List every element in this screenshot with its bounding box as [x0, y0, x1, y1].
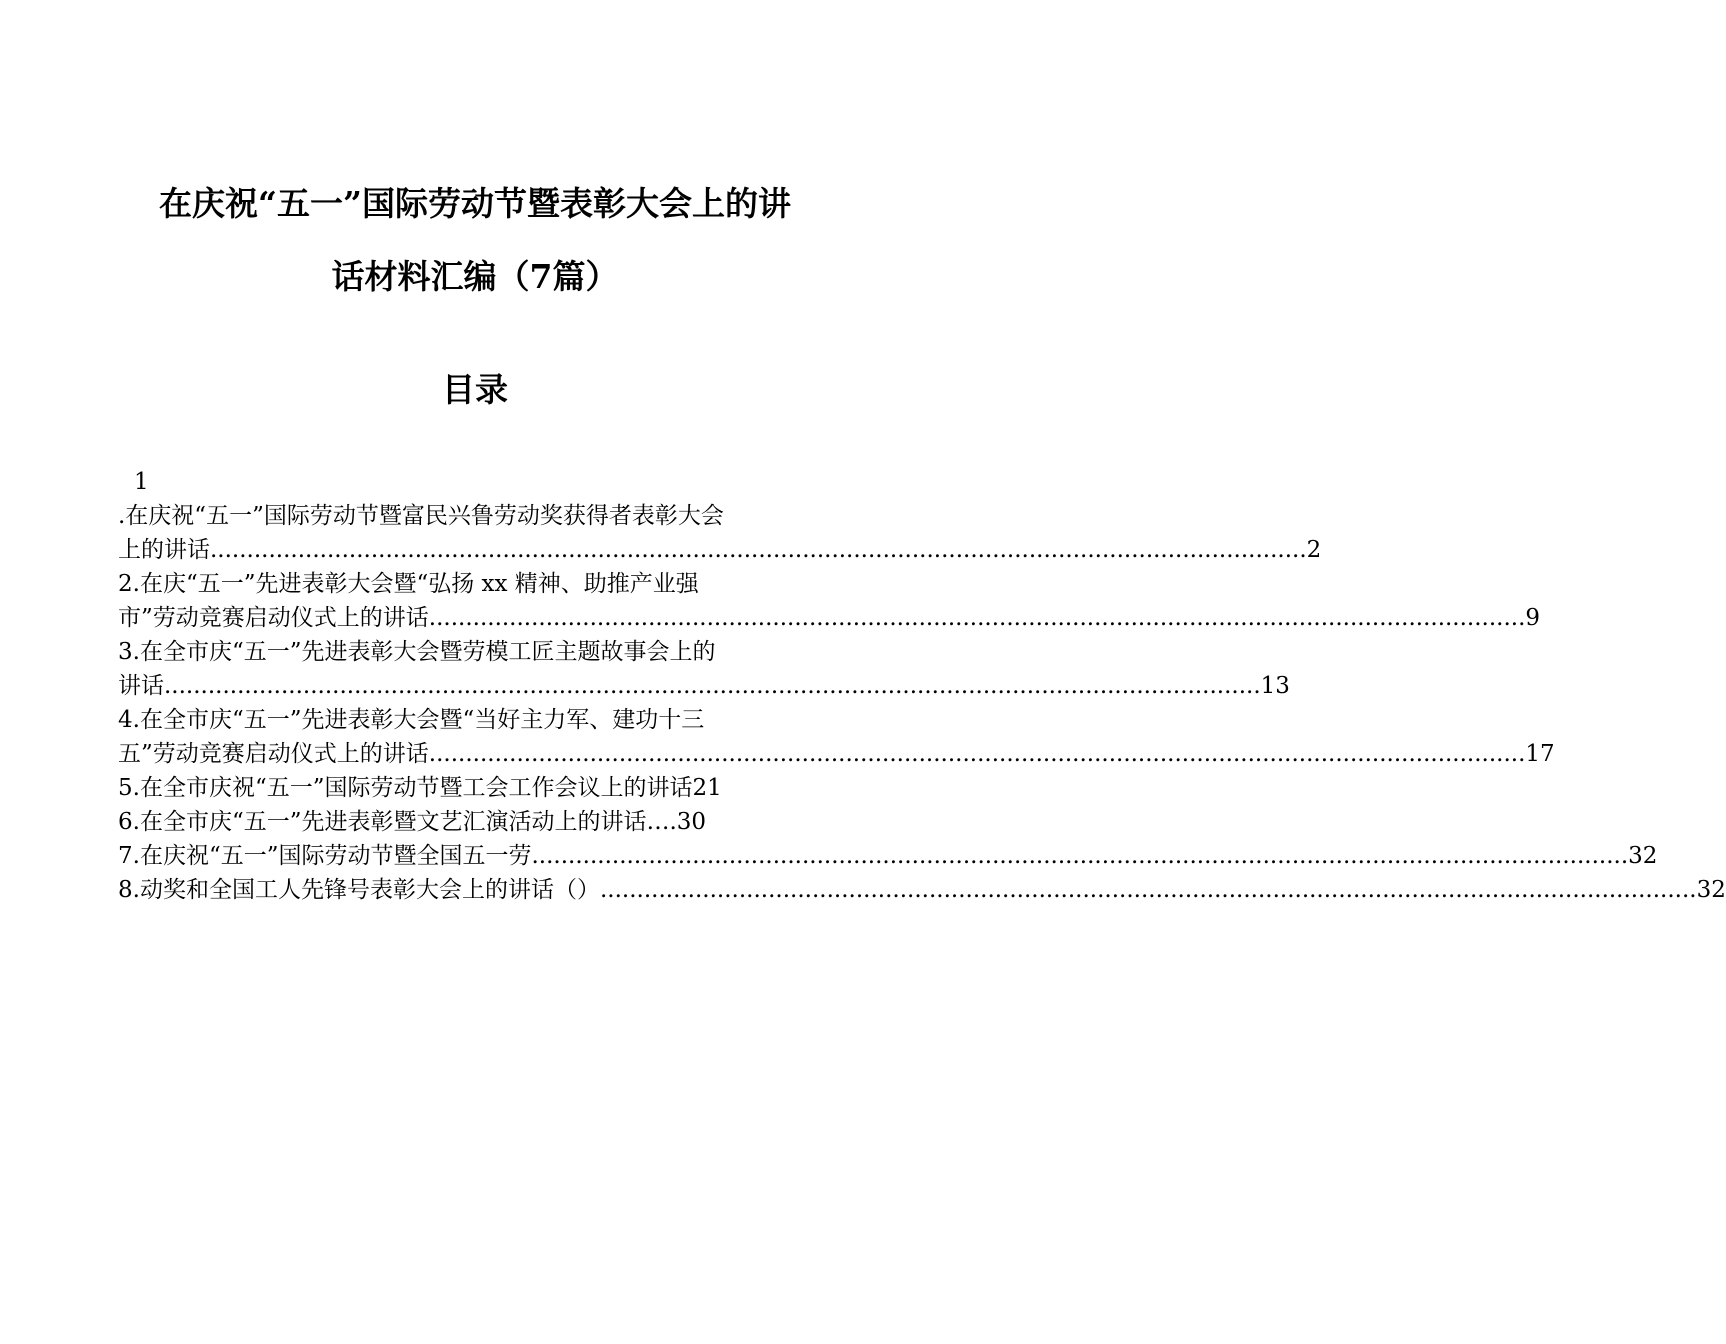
toc-entry5[interactable] [118, 773, 830, 807]
toc-entry7[interactable] [118, 841, 1658, 875]
toc-entry4-line1[interactable]: 4.在全市庆“五一”先进表彰大会暨“当好主力军、建功十三 [118, 707, 705, 733]
toc-entry8-title: 8.动奖和全国工人先锋号表彰大会上的讲话（） [118, 877, 600, 903]
toc-leader-dots: ...................................................................................................................................................... [428, 741, 1526, 767]
toc-entry1-page: 2 [1306, 537, 1322, 563]
toc-entry2-line1[interactable]: 2.在庆“五一”先进表彰大会暨“弘扬 xx 精神、助推产业强 [118, 571, 699, 597]
table-of-contents [118, 467, 1726, 909]
toc-leader-dots: ...................................................................................................................................................... [164, 673, 1261, 699]
toc-entry2-page: 9 [1525, 605, 1541, 631]
toc-heading: 目录 [442, 370, 508, 409]
toc-leader-dots: ...................................................................................................................................................... [210, 537, 1307, 563]
toc-entry5-title: 5.在全市庆祝“五一”国际劳动节暨工会工作会议上的讲话 [118, 775, 693, 801]
toc-entry6[interactable] [118, 807, 830, 841]
toc-entry1-number: 1 [134, 469, 149, 495]
toc-entry4-title-end: 五”劳动竞赛启动仪式上的讲话 [118, 741, 429, 767]
toc-entry7-title: 7.在庆祝“五一”国际劳动节暨全国五一劳 [118, 843, 532, 869]
toc-entry1-line1[interactable]: .在庆祝“五一”国际劳动节暨富民兴鲁劳动奖获得者表彰大会 [118, 503, 724, 529]
toc-entry8-page: 32 [1696, 877, 1726, 903]
toc-entry2-line2[interactable] [118, 603, 1541, 637]
toc-entry5-page: 21 [692, 775, 722, 801]
toc-leader-dots: ...................................................................................................................................................... [531, 843, 1629, 869]
toc-entry3-line1[interactable]: 3.在全市庆“五一”先进表彰大会暨劳模工匠主题故事会上的 [118, 639, 716, 665]
toc-leader-dots: ...................................................................................................................................................... [428, 605, 1526, 631]
toc-entry2-title-end: 市”劳动竞赛启动仪式上的讲话 [118, 605, 429, 631]
toc-entry1-title-end: 上的讲话 [118, 537, 210, 563]
toc-entry3-line2[interactable] [118, 671, 1290, 705]
toc-leader-dots: ...................................................................................................................................................... [599, 877, 1697, 903]
toc-entry7-page: 32 [1628, 843, 1658, 869]
toc-entry6-leader: …. [646, 809, 677, 835]
toc-entry3-page: 13 [1260, 673, 1290, 699]
toc-entry8[interactable] [118, 875, 1726, 909]
document-title-line2: 话材料汇编（7篇） [331, 257, 619, 296]
toc-entry6-page: 30 [676, 809, 707, 835]
toc-entry6-title: 6.在全市庆“五一”先进表彰暨文艺汇演活动上的讲话 [118, 809, 647, 835]
toc-entry4-page: 17 [1525, 741, 1555, 767]
toc-entry4-line2[interactable] [118, 739, 1555, 773]
toc-entry1-line2[interactable] [118, 535, 1322, 569]
document-title-line1: 在庆祝“五一”国际劳动节暨表彰大会上的讲 [159, 184, 791, 223]
toc-entry3-title-end: 讲话 [118, 673, 164, 699]
